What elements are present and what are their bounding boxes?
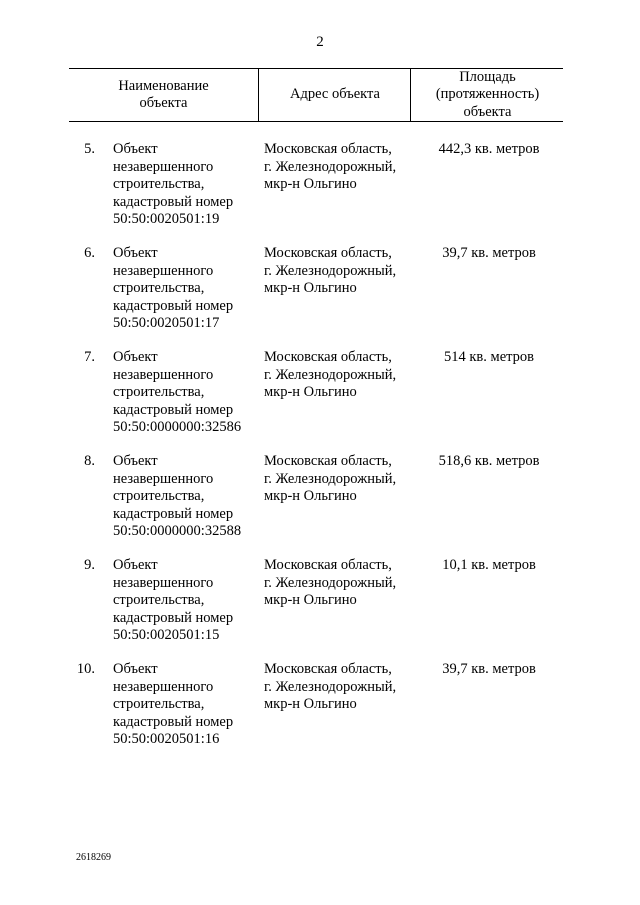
object-address: Московская область, г. Железнодорожный, мкр-н Ольгино [264, 141, 397, 192]
object-address: Московская область, г. Железнодорожный, мкр-н Ольгино [264, 661, 397, 712]
header-address: Адрес объекта [258, 69, 411, 121]
object-name: Объект незавершенного строительства, кадастровый номер 50:50:0020501:17 [113, 245, 234, 331]
table-header [69, 68, 563, 122]
object-address: Московская область, г. Железнодорожный, мкр-н Ольгино [264, 349, 397, 400]
row-number: 9. [84, 557, 95, 573]
object-area: 10,1 кв. метров [442, 557, 536, 573]
page-number: 2 [316, 34, 324, 50]
header-area: Площадь (протяженность) объекта [410, 69, 564, 121]
object-name: Объект незавершенного строительства, кадастровый номер 50:50:0020501:16 [113, 661, 234, 747]
object-address: Московская область, г. Железнодорожный, мкр-н Ольгино [264, 557, 397, 608]
row-number: 6. [84, 245, 95, 261]
row-number: 8. [84, 453, 95, 469]
object-area: 442,3 кв. метров [438, 141, 540, 157]
object-area: 514 кв. метров [444, 349, 534, 365]
object-area: 39,7 кв. метров [442, 245, 536, 261]
object-name: Объект незавершенного строительства, кадастровый номер 50:50:0020501:19 [113, 141, 234, 227]
header-name: Наименование объекта [118, 77, 209, 111]
object-area: 39,7 кв. метров [442, 661, 536, 677]
row-number: 10. [76, 661, 95, 677]
object-name: Объект незавершенного строительства, кадастровый номер 50:50:0020501:15 [113, 557, 234, 643]
document-code: 2618269 [76, 852, 111, 863]
object-address: Московская область, г. Железнодорожный, мкр-н Ольгино [264, 245, 397, 296]
object-address: Московская область, г. Железнодорожный, мкр-н Ольгино [264, 453, 397, 504]
object-name: Объект незавершенного строительства, кадастровый номер 50:50:0000000:32586 [113, 349, 242, 435]
row-number: 5. [84, 141, 95, 157]
row-number: 7. [84, 349, 95, 365]
object-area: 518,6 кв. метров [438, 453, 540, 469]
object-name: Объект незавершенного строительства, кадастровый номер 50:50:0000000:32588 [113, 453, 242, 539]
